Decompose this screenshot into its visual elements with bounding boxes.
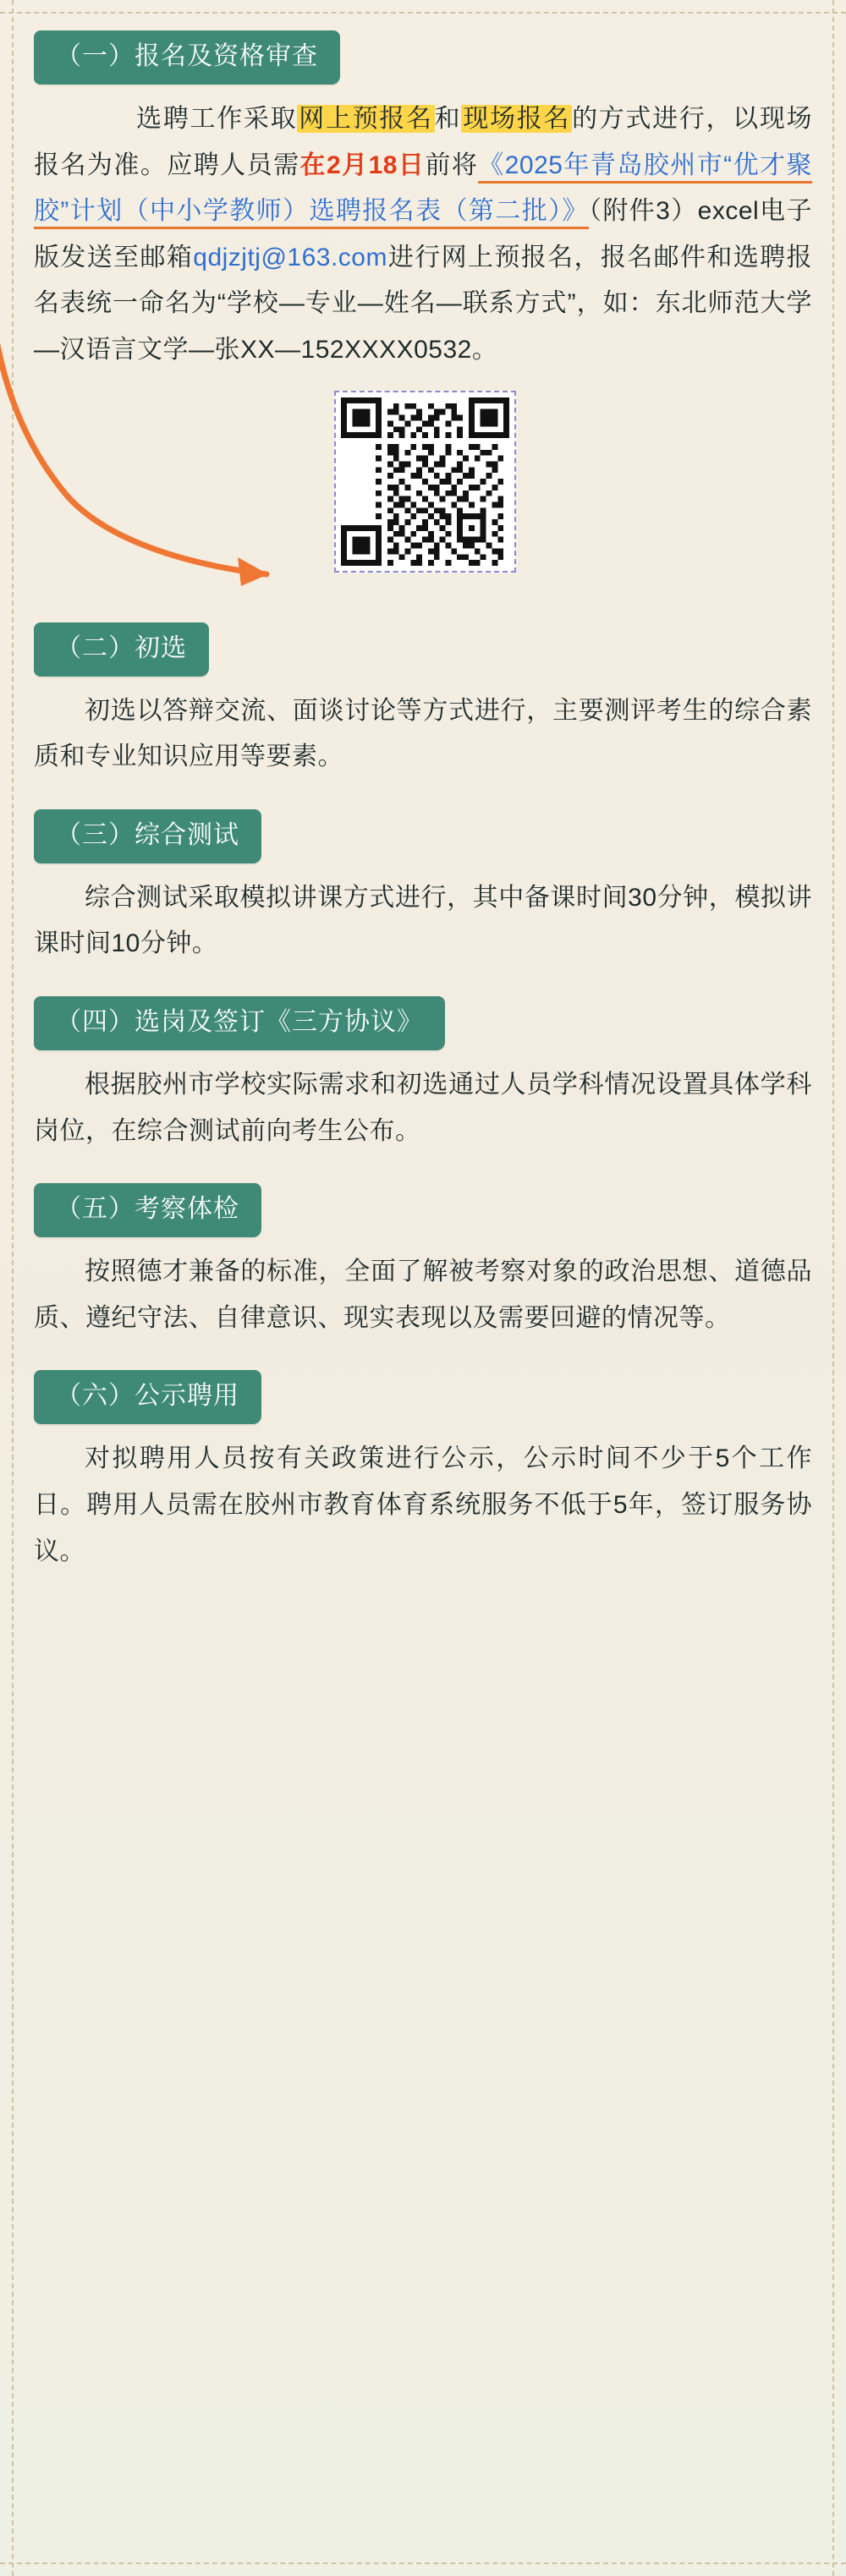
text-run: 的方式进行，以现场报名为准。应聘人员需 <box>34 105 813 179</box>
decorative-border-right <box>832 0 834 2576</box>
section-paragraph-4: 根据胶州市学校实际需求和初选通过人员学科情况设置具体学科岗位，在综合测试前向考生公布。 <box>34 1070 812 1145</box>
highlight-online-preregistration: 网上预报名 <box>299 105 433 133</box>
document-content <box>34 0 812 1575</box>
section-paragraph-5: 按照德才兼备的标准，全面了解被考察对象的政治思想、道德品质、遵纪守法、自律意识、现实表现以及需要回避的情况等。 <box>34 1258 812 1332</box>
qr-area <box>34 382 812 594</box>
text-run: 选聘工作采取 <box>135 105 298 133</box>
decorative-border-bottom <box>0 2562 846 2564</box>
section-paragraph-1 <box>34 96 812 374</box>
section-heading-wrap-6 <box>34 1370 812 1424</box>
section-heading-wrap-4 <box>34 996 812 1050</box>
text-run: 和 <box>434 105 462 133</box>
section-paragraph-2: 初选以答辩交流、面谈讨论等方式进行，主要测评考生的综合素质和专业知识应用等要素。 <box>34 696 812 771</box>
section-heading-2: （二）初选 <box>34 622 209 677</box>
section-heading-3: （三）综合测试 <box>34 809 261 863</box>
section-heading-6: （六）公示聘用 <box>34 1370 261 1424</box>
section-heading-5: （五）考察体检 <box>34 1183 261 1237</box>
highlight-deadline: 在2月18日 <box>299 151 426 179</box>
section-heading-1: （一）报名及资格审查 <box>34 30 340 85</box>
section-heading-4: （四）选岗及签订《三方协议》 <box>34 996 445 1050</box>
section-paragraph-3: 综合测试采取模拟讲课方式进行，其中备课时间30分钟，模拟讲课时间10分钟。 <box>34 883 812 958</box>
section-paragraph-6: 对拟聘用人员按有关政策进行公示，公示时间不少于5个工作日。聘用人员需在胶州市教育体育系统服务不低于5年，签订服务协议。 <box>34 1444 812 1565</box>
section-heading-wrap-1 <box>34 30 812 85</box>
highlight-onsite-registration: 现场报名 <box>463 105 571 133</box>
decorative-border-left <box>12 0 14 2576</box>
text-run: （附件3）excel电子版发送至邮箱 <box>34 197 812 271</box>
email-address: qdjzjtj@163.com <box>193 243 387 271</box>
form-title-link: 《2025年青岛胶州市“优才聚胶”计划（中小学教师）选聘报名表（第二批）》 <box>34 151 812 230</box>
text-run: 进行网上预报名，报名邮件和选聘报名表统一命名为“学校—专业—姓名—联系方式”，如：东北师范大学—汉语言文学—张XX—152XXXX0532。 <box>34 243 813 364</box>
section-heading-wrap-2 <box>34 622 812 677</box>
section-heading-wrap-3 <box>34 809 812 863</box>
section-heading-wrap-5 <box>34 1183 812 1237</box>
text-run: 前将 <box>425 151 479 179</box>
qr-code[interactable] <box>334 391 516 573</box>
